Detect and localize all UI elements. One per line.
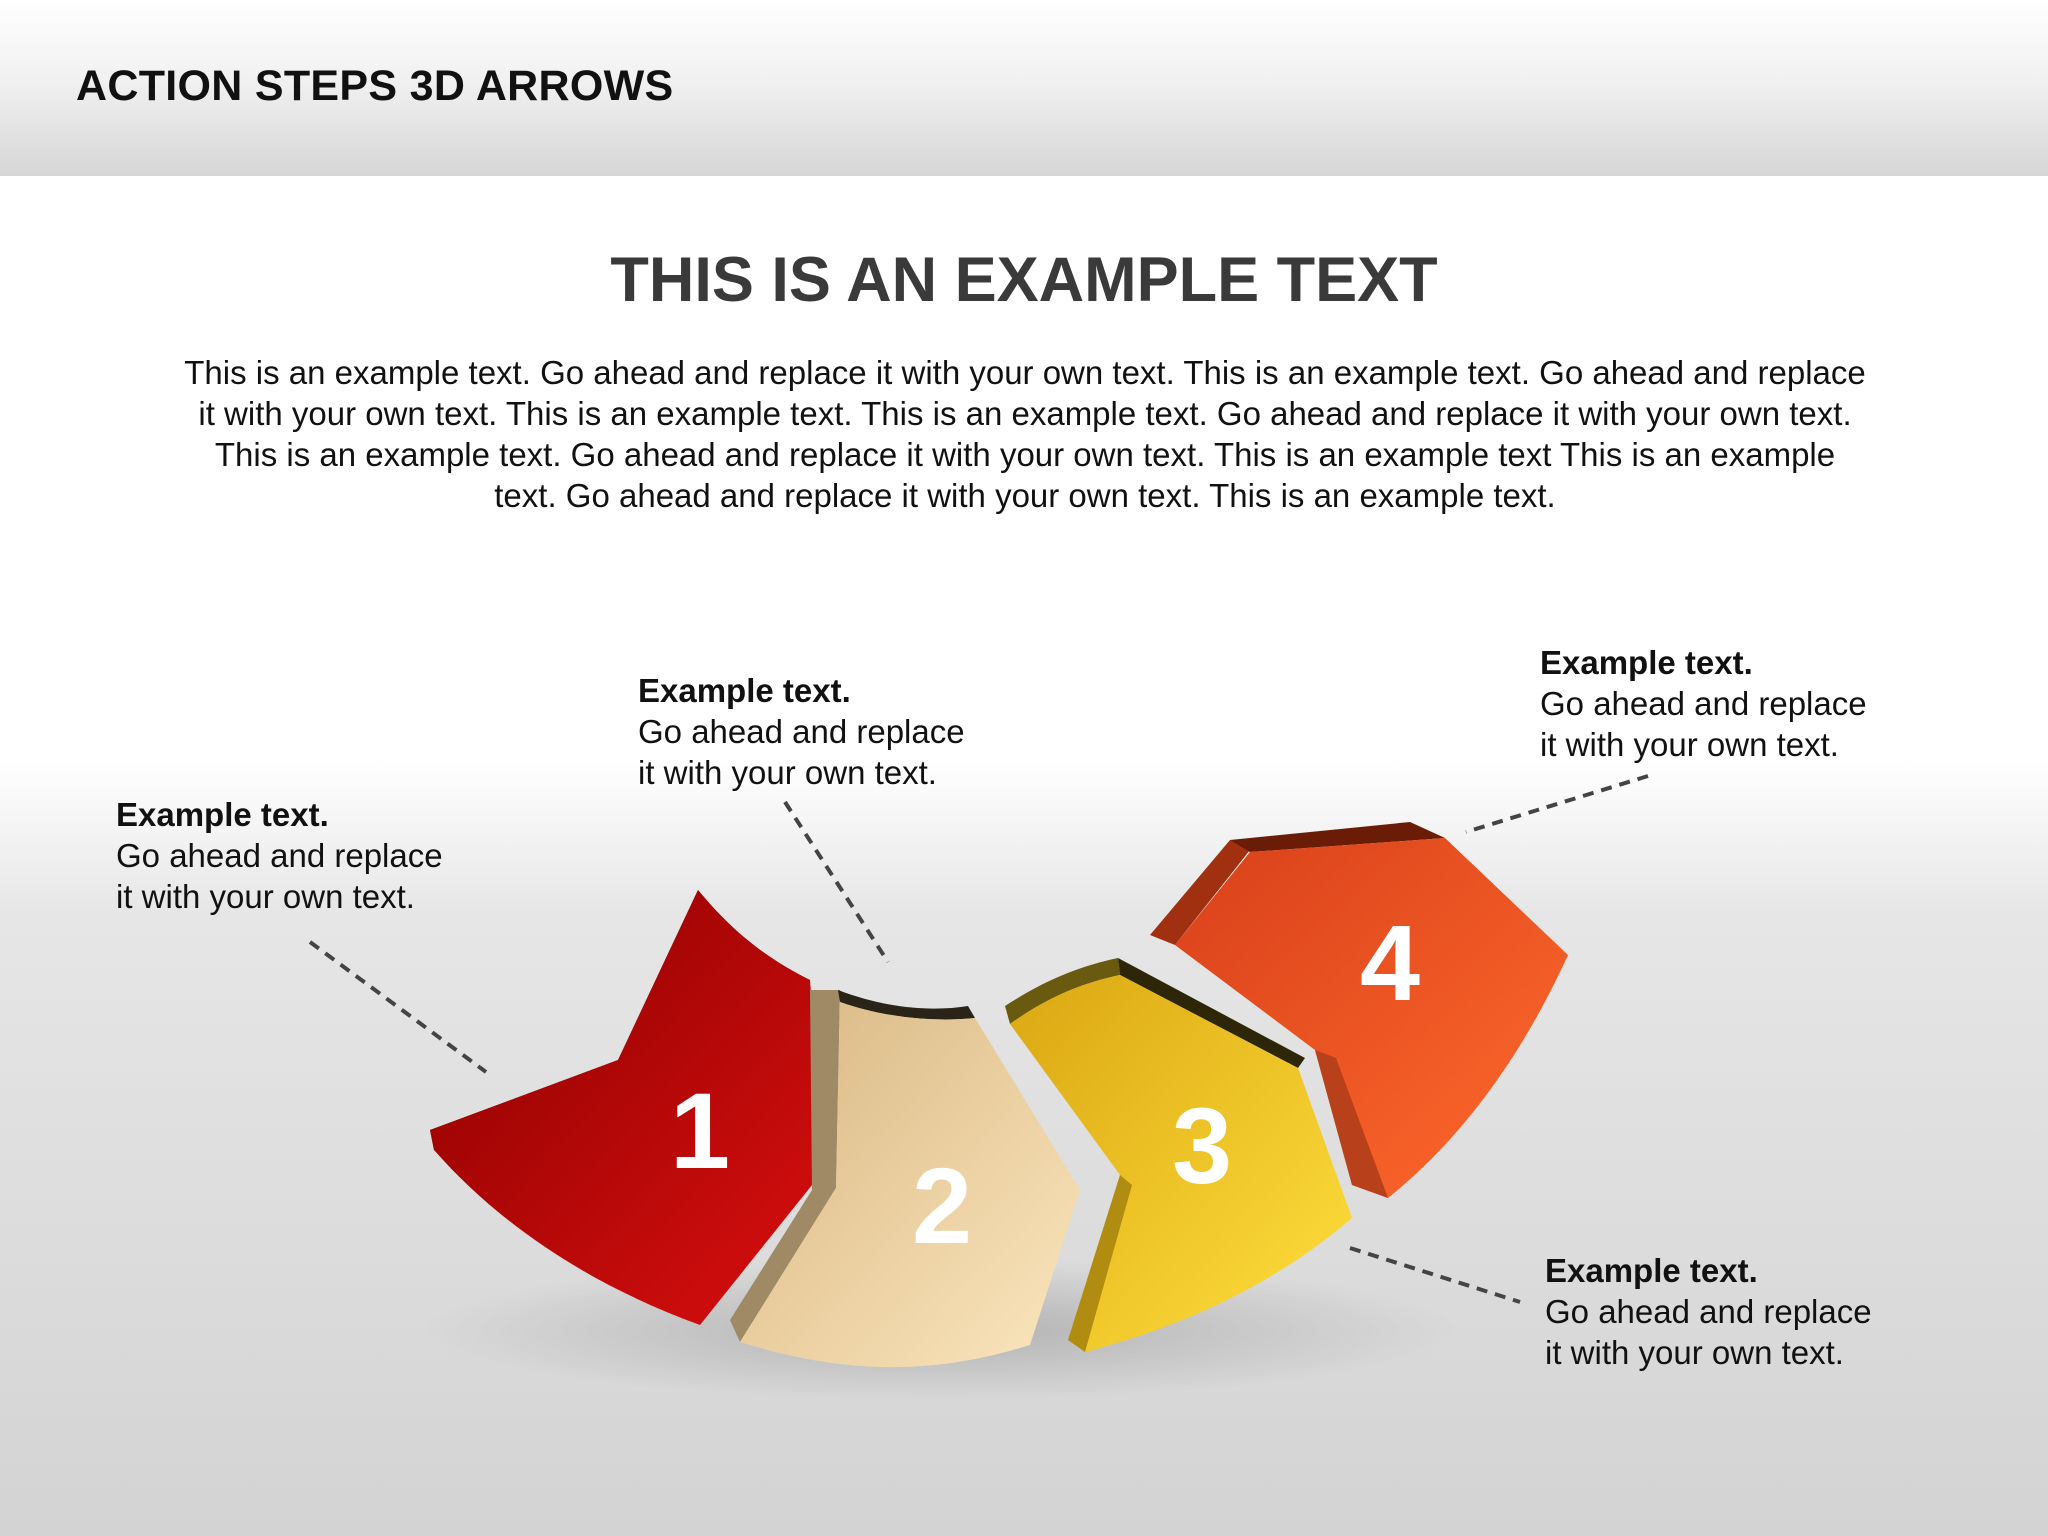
callout-body-line: Go ahead and replace: [638, 713, 965, 750]
intro-line: This is an example text. Go ahead and replace it with your own text. This is an example text This is an example: [214, 436, 1836, 473]
callout-4: [1545, 1250, 1945, 1373]
callout-title: Example text.: [1545, 1252, 1758, 1289]
callout-title: Example text.: [638, 672, 851, 709]
callout-3: [1540, 642, 1940, 765]
connector-line-3: [1466, 776, 1648, 832]
callout-body-line: it with your own text.: [1545, 1334, 1844, 1371]
step-number-1: 1: [669, 1070, 731, 1191]
intro-line: This is an example text. Go ahead and replace it with your own text. This is an example text. Go ahead and replace: [184, 354, 1866, 391]
header-title: ACTION STEPS 3D ARROWS: [76, 62, 674, 110]
callout-2: [638, 670, 1038, 793]
intro-line: text. Go ahead and replace it with your own text. This is an example text.: [494, 477, 1556, 514]
step-arrow-1: [430, 890, 824, 1325]
step-number-2: 2: [911, 1145, 973, 1266]
callout-title: Example text.: [1540, 644, 1753, 681]
callout-body-line: Go ahead and replace: [116, 837, 443, 874]
callout-body-line: it with your own text.: [116, 878, 415, 915]
callout-title: Example text.: [116, 796, 329, 833]
callout-body-line: Go ahead and replace: [1540, 685, 1867, 722]
connector-line-1: [310, 942, 486, 1072]
step-number-3: 3: [1171, 1085, 1233, 1206]
callout-body-line: Go ahead and replace: [1545, 1293, 1872, 1330]
intro-line: it with your own text. This is an example text. This is an example text. Go ahead and replace it with your own text.: [198, 395, 1852, 432]
callout-body-line: it with your own text.: [1540, 726, 1839, 763]
callout-body-line: it with your own text.: [638, 754, 937, 791]
callout-1: [116, 794, 516, 917]
step-number-4: 4: [1359, 902, 1421, 1023]
connector-line-2: [785, 802, 888, 962]
page-title: THIS IS AN EXAMPLE TEXT: [610, 245, 1438, 315]
